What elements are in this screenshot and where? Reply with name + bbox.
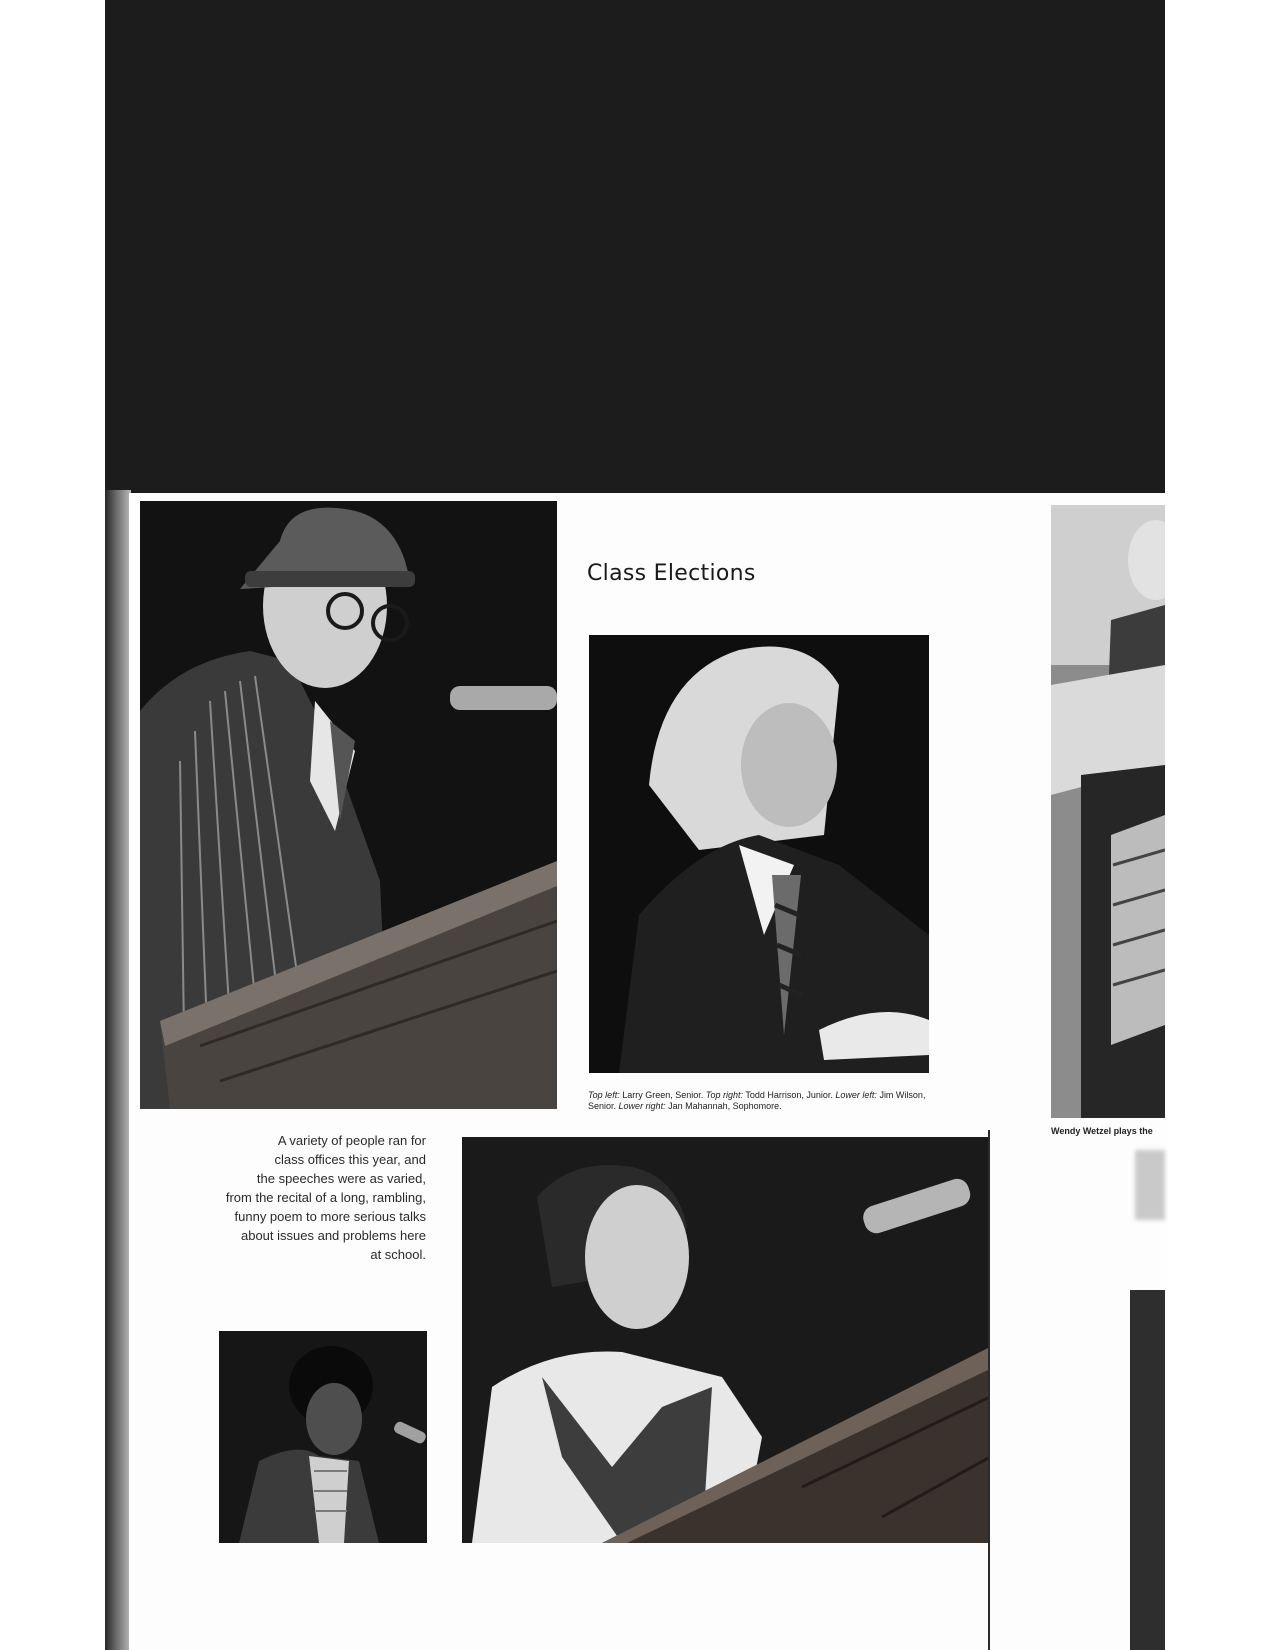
caption-text-lower-right: Jan Mahannah, Sophomore. (668, 1101, 782, 1111)
body-line: from the recital of a long, rambling, (225, 1190, 426, 1205)
photo-right-page-guitarist (1051, 505, 1165, 1118)
page-title: Class Elections (587, 561, 756, 586)
body-line: about issues and problems here (240, 1228, 426, 1243)
right-page-smudge (1135, 1150, 1165, 1220)
caption-text-top-right: Todd Harrison, Junior. (745, 1090, 833, 1100)
photo-jan-mahannah (462, 1137, 990, 1543)
photo-todd-harrison (589, 635, 929, 1073)
caption-text-lower-left: Jim Wilson, Senior. (588, 1090, 926, 1111)
dark-background-band (105, 0, 1165, 503)
body-line: the speeches were as varied, (256, 1171, 426, 1186)
photo-jim-wilson (219, 1331, 427, 1543)
article-body (190, 1131, 426, 1264)
caption-text-top-left: Larry Green, Senior. (622, 1090, 704, 1100)
page-binding-edge (105, 490, 131, 1650)
body-line: class offices this year, and (274, 1152, 426, 1167)
photo-right-page-lower (1130, 1290, 1165, 1650)
right-page-caption: Wendy Wetzel plays the (1051, 1126, 1153, 1136)
page-gutter-line (988, 1130, 990, 1650)
caption-label-lower-right: Lower right: (618, 1101, 666, 1111)
body-line: A variety of people ran for (277, 1133, 426, 1148)
caption-label-lower-left: Lower left: (835, 1090, 877, 1100)
caption-label-top-left: Top left: (588, 1090, 620, 1100)
photo-caption (588, 1090, 933, 1112)
caption-label-top-right: Top right: (705, 1090, 743, 1100)
photo-larry-green (140, 501, 557, 1109)
body-line: at school. (370, 1247, 426, 1262)
body-line: funny poem to more serious talks (234, 1209, 426, 1224)
